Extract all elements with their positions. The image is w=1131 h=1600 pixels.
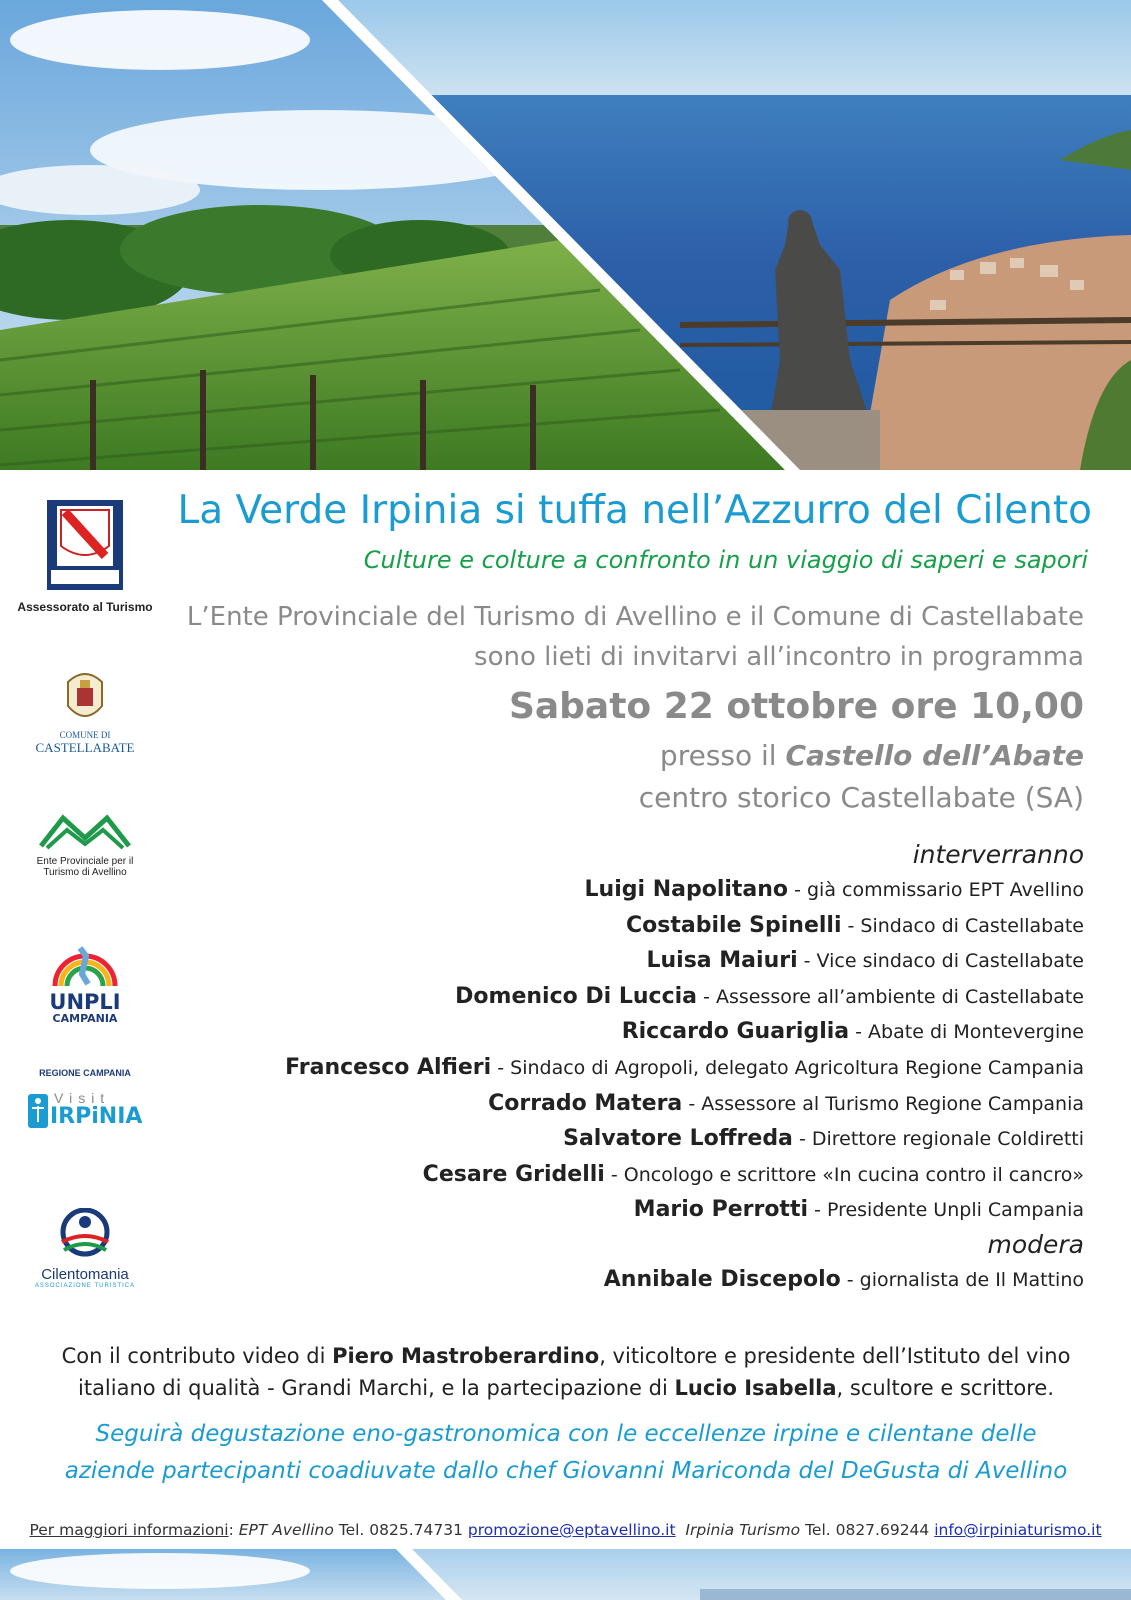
speaker-row	[150, 872, 1084, 908]
speaker-row	[150, 1192, 1084, 1228]
cilentomania-label: Cilentomania	[41, 1266, 129, 1283]
speaker-role: - Sindaco di Agropoli, delegato Agricoltura Regione Campania	[491, 1056, 1084, 1079]
speaker-row	[150, 943, 1084, 979]
speaker-name: Luigi Napolitano	[584, 877, 789, 902]
irpinia-label: IRPiNIA	[50, 1104, 143, 1129]
cilentomania-sub-label: ASSOCIAZIONE TURISTICA	[34, 1283, 136, 1289]
ept-avellino-logo	[15, 808, 155, 878]
regione-campania-emblem	[45, 498, 125, 592]
speaker-role: - Direttore regionale Coldiretti	[792, 1128, 1084, 1151]
cilentomania-emblem-icon	[54, 1208, 116, 1262]
bottom-photo-strip	[0, 1549, 1131, 1600]
ept-mountains-icon	[37, 808, 133, 850]
unpli-campania-label: CAMPANIA	[52, 1012, 118, 1025]
speaker-name: Salvatore Loffreda	[563, 1126, 793, 1152]
assessorato-caption: Assessorato al Turismo	[17, 600, 153, 614]
speaker-role: - Sindaco di Castellabate	[841, 914, 1084, 937]
speaker-role: - Vice sindaco di Castellabate	[797, 950, 1084, 973]
castellabate-label: CASTELLABATE	[35, 740, 135, 755]
speaker-role: - Presidente Unpli Campania	[808, 1199, 1084, 1222]
hero-photo-collage	[0, 0, 1131, 470]
speaker-row	[150, 1157, 1084, 1193]
regione-campania-label: REGIONE CAMPANIA	[39, 1068, 131, 1078]
speaker-name: Domenico Di Luccia	[455, 983, 698, 1009]
tasting-line-2: aziende partecipanti coadiuvate dallo chef Giovanni Mariconda del DeGusta di Avellino	[64, 1458, 1068, 1484]
speaker-name: Mario Perrotti	[633, 1197, 809, 1223]
contribution-text-1: Con il contributo video di	[61, 1344, 333, 1368]
footer-tel-1: Tel. 0825.74731	[333, 1521, 468, 1539]
tasting-line-1: Seguirà degustazione eno-gastronomica con le eccellenze irpine e cilentane delle	[95, 1421, 1037, 1447]
unpli-rainbow-icon	[50, 944, 120, 988]
footer-tel-2: Tel. 0827.69244	[800, 1521, 935, 1539]
speaker-name: Riccardo Guariglia	[621, 1019, 850, 1045]
speaker-name: Corrado Matera	[488, 1090, 683, 1116]
speaker-row	[150, 979, 1084, 1015]
speakers-label: interverranno	[912, 840, 1084, 869]
speaker-role: - Abate di Montevergine	[849, 1021, 1084, 1044]
contributor-name-2: Lucio Isabella	[674, 1376, 837, 1400]
event-date: Sabato 22 ottobre ore 10,00	[508, 686, 1084, 727]
speaker-role: - Assessore al Turismo Regione Campania	[682, 1092, 1084, 1115]
ept-label-line2: Turismo di Avellino	[43, 867, 127, 878]
visit-irpinia-logo	[24, 1090, 144, 1132]
contribution-text-2: , viticoltore e presidente dell’Istituto del vino italiano di qualità - Grandi Marchi, e la partecipazione di	[78, 1344, 1071, 1400]
cilentomania-logo	[20, 1208, 150, 1289]
venue-line	[150, 739, 1084, 772]
intro-line-1: L’Ente Provinciale del Turismo di Avellino e il Comune di Castellabate	[186, 602, 1084, 632]
speaker-row	[150, 1121, 1084, 1157]
speaker-row	[150, 908, 1084, 944]
tasting-paragraph	[20, 1416, 1112, 1490]
speaker-role: - Oncologo e scrittore «In cucina contro il cancro»	[604, 1163, 1084, 1186]
speaker-role: - già commissario EPT Avellino	[788, 879, 1084, 901]
event-title: La Verde Irpinia si tuffa nell’Azzurro del Cilento	[177, 488, 1092, 533]
ept-label-line1: Ente Provinciale per il	[36, 856, 134, 867]
visit-label: Visit	[54, 1090, 111, 1106]
footer-org-1: EPT Avellino	[238, 1521, 334, 1539]
footer-info-label: Per maggiori informazioni	[29, 1521, 229, 1539]
speaker-name: Luisa Maiuri	[646, 948, 798, 974]
speaker-row	[150, 1014, 1084, 1050]
moderator-name: Annibale Discepolo	[603, 1266, 841, 1292]
footer-org-2: Irpinia Turismo	[685, 1521, 801, 1539]
venue-prefix: presso il	[659, 739, 786, 772]
castellabate-crest-icon	[60, 668, 110, 726]
intro-line-2: sono lieti di invitarvi all’incontro in programma	[474, 642, 1084, 672]
event-subtitle: Culture e colture a confronto in un viaggio di saperi e sapori	[363, 546, 1088, 574]
venue-name: Castello dell’Abate	[785, 739, 1084, 772]
footer-colon: :	[228, 1521, 239, 1539]
contribution-text-3: , scultore e scrittore.	[836, 1376, 1054, 1400]
contribution-paragraph	[20, 1340, 1112, 1404]
footer-info	[0, 1521, 1131, 1539]
comune-di-label: COMUNE DI	[59, 730, 111, 740]
speaker-role: - Assessore all’ambiente di Castellabate	[697, 985, 1084, 1008]
speaker-row	[150, 1086, 1084, 1122]
speaker-name: Costabile Spinelli	[626, 912, 842, 938]
moderator-label: modera	[987, 1229, 1084, 1259]
speaker-name: Cesare Gridelli	[422, 1161, 605, 1187]
visit-irpinia-figure-icon	[26, 1092, 50, 1130]
unpli-label: UNPLI	[49, 990, 121, 1014]
speaker-row	[150, 1050, 1084, 1086]
venue-location: centro storico Castellabate (SA)	[638, 781, 1084, 814]
moderator-row	[150, 1262, 1084, 1298]
contributor-name-1: Piero Mastroberardino	[332, 1344, 600, 1368]
moderator-role: - giornalista de Il Mattino	[840, 1268, 1084, 1291]
speakers-list	[150, 838, 1084, 1298]
comune-castellabate-logo	[20, 668, 150, 756]
email-link-irpinia[interactable]: info@irpiniaturismo.it	[934, 1521, 1102, 1539]
speaker-name: Francesco Alfieri	[285, 1054, 492, 1080]
unpli-campania-logo	[30, 944, 140, 1025]
email-link-ept[interactable]: promozione@eptavellino.it	[467, 1521, 676, 1539]
